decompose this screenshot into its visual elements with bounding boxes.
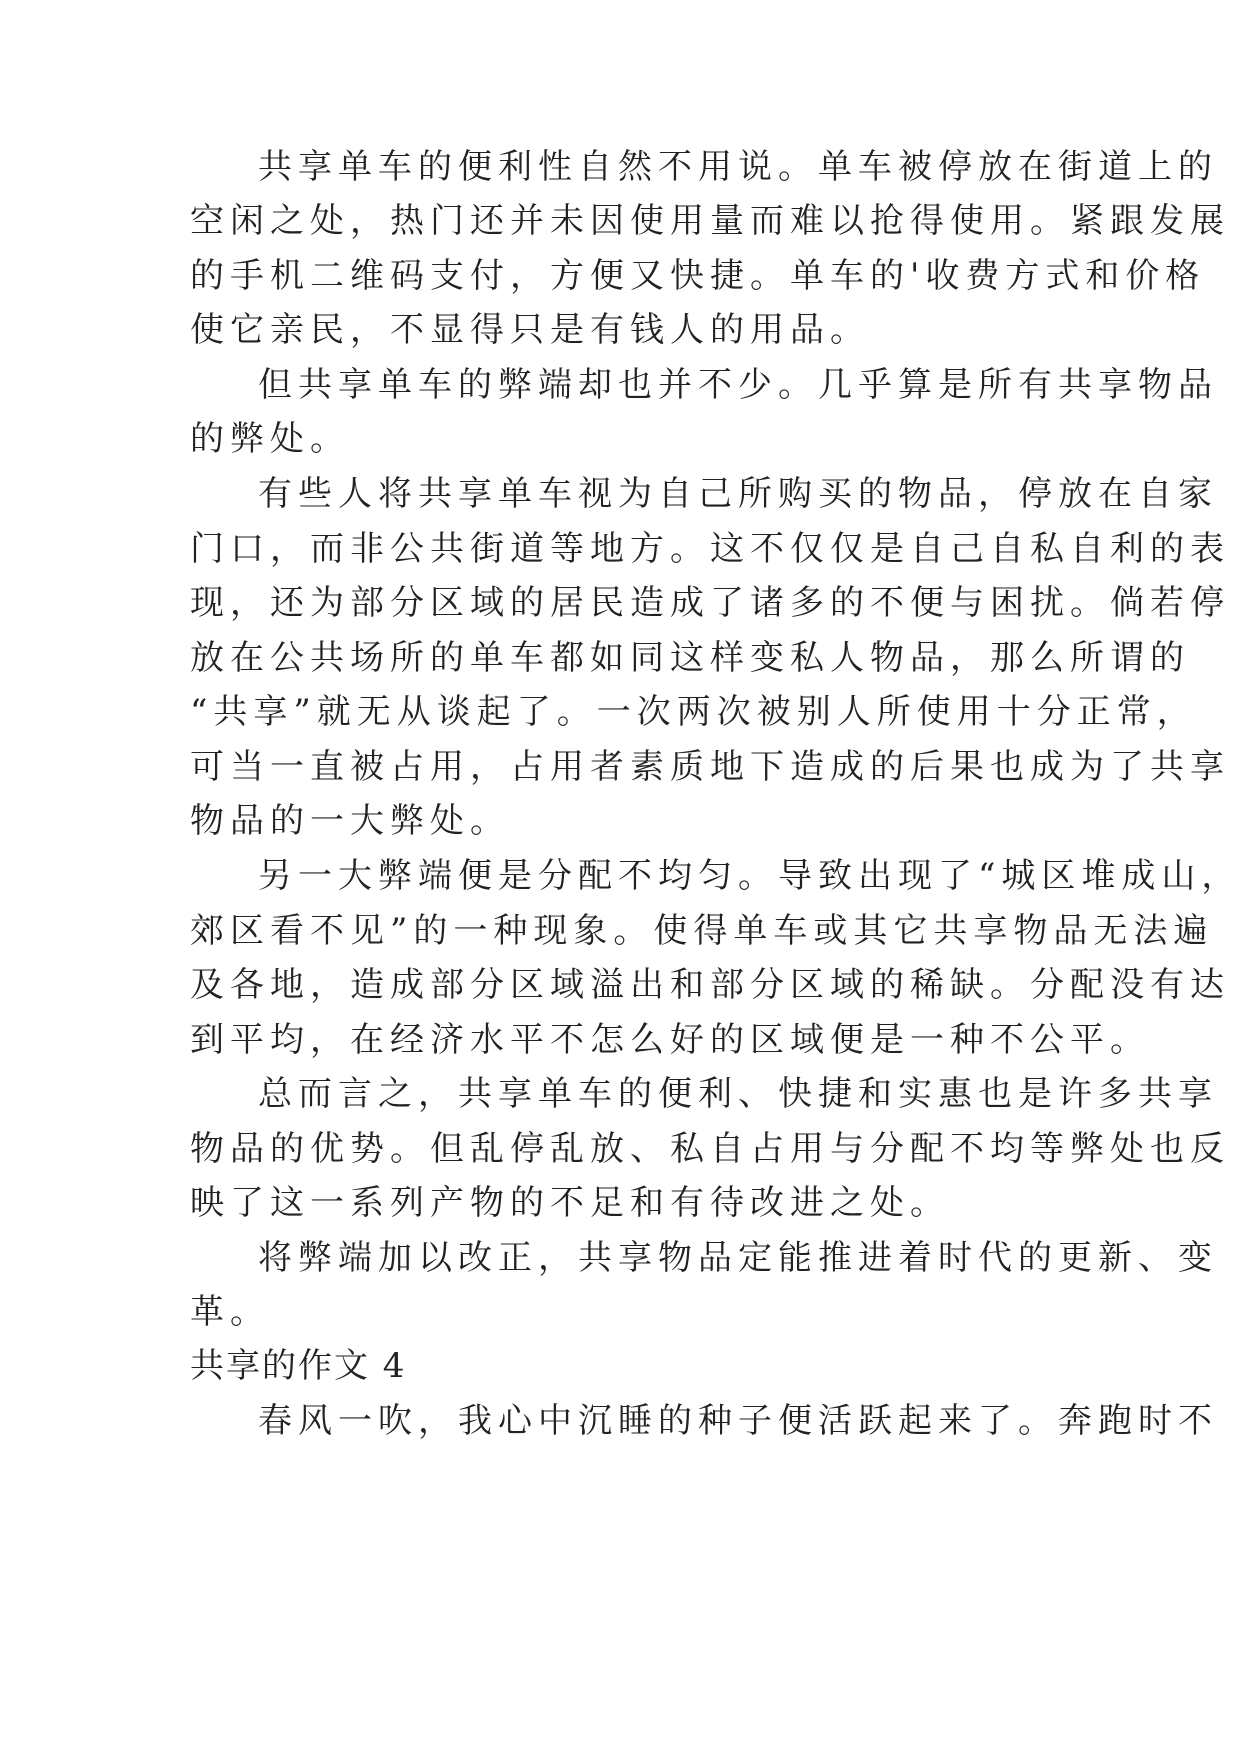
text-line: 有些人将共享单车视为自己所购买的物品，停放在自家	[258, 474, 1218, 514]
text-line: 的弊处。	[190, 419, 350, 459]
text-line: 物品的优势。但乱停乱放、私自占用与分配不均等弊处也反	[190, 1129, 1230, 1169]
text-line: 可当一直被占用，占用者素质地下造成的后果也成为了共享	[190, 747, 1230, 787]
text-line: 另一大弊端便是分配不均匀。导致出现了“城区堆成山，	[258, 856, 1241, 896]
text-line: 郊区看不见”的一种现象。使得单车或其它共享物品无法遍	[190, 911, 1214, 951]
text-line: 共享单车的便利性自然不用说。单车被停放在街道上的	[258, 147, 1218, 187]
text-line: 空闲之处，热门还并未因使用量而难以抢得使用。紧跟发展	[190, 201, 1230, 241]
text-line: 春风一吹，我心中沉睡的种子便活跃起来了。奔跑时不	[258, 1401, 1218, 1441]
text-line: 放在公共场所的单车都如同这样变私人物品，那么所谓的	[190, 638, 1190, 678]
text-line: 到平均，在经济水平不怎么好的区域便是一种不公平。	[190, 1020, 1150, 1060]
section-heading: 共享的作文 4	[190, 1346, 407, 1386]
text-line: 但共享单车的弊端却也并不少。几乎算是所有共享物品	[258, 365, 1218, 405]
text-line: 门口，而非公共街道等地方。这不仅仅是自己自私自利的表	[190, 529, 1230, 569]
text-line: 及各地，造成部分区域溢出和部分区域的稀缺。分配没有达	[190, 965, 1230, 1005]
text-line: 映了这一系列产物的不足和有待改进之处。	[190, 1183, 950, 1223]
text-line: 物品的一大弊处。	[190, 801, 510, 841]
text-line: 革。	[190, 1292, 270, 1332]
text-line: “共享”就无从谈起了。一次两次被别人所使用十分正常，	[190, 692, 1197, 732]
text-line: 使它亲民，不显得只是有钱人的用品。	[190, 310, 870, 350]
text-line: 现，还为部分区域的居民造成了诸多的不便与困扰。倘若停	[190, 583, 1230, 623]
text-line: 将弊端加以改正，共享物品定能推进着时代的更新、变	[258, 1238, 1218, 1278]
text-line: 的手机二维码支付，方便又快捷。单车的'收费方式和价格	[190, 256, 1206, 296]
text-line: 总而言之，共享单车的便利、快捷和实惠也是许多共享	[258, 1074, 1218, 1114]
